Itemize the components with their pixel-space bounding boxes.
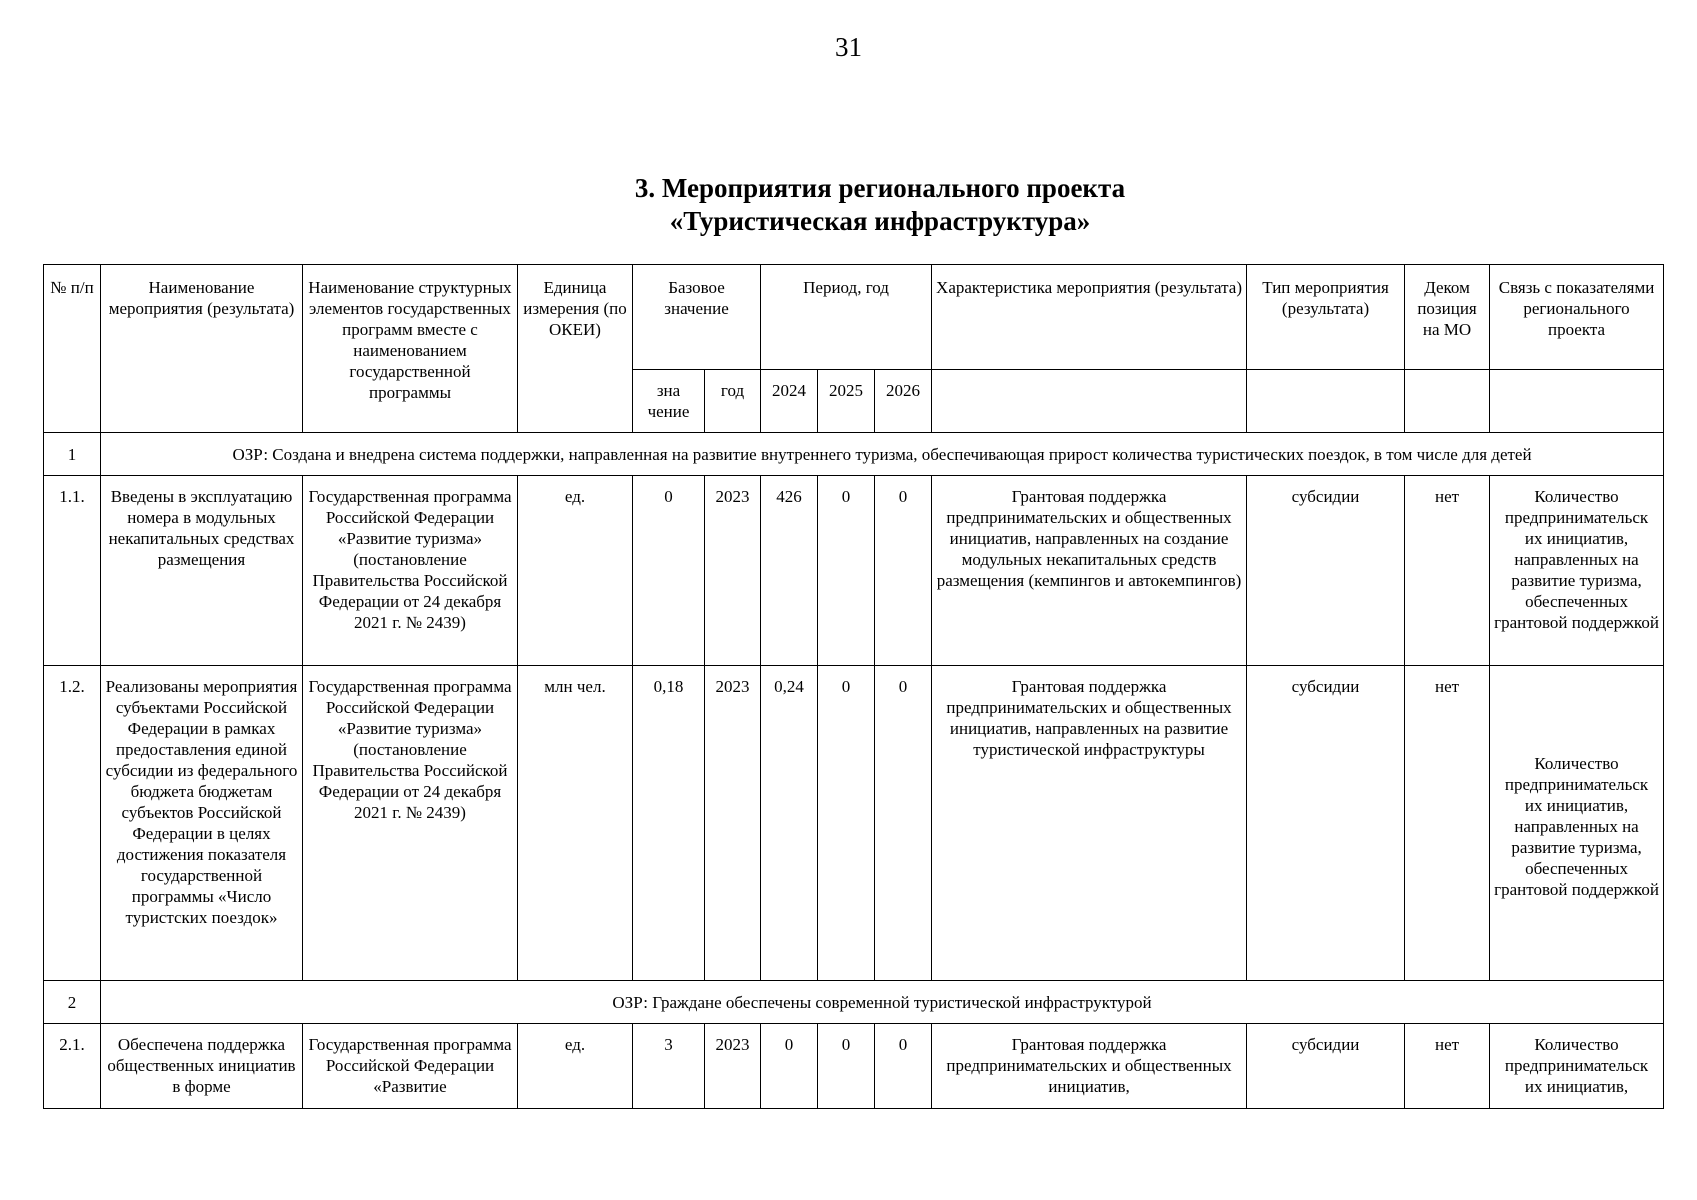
cell-type: субсидии (1247, 476, 1405, 666)
cell-base-value: 0,18 (633, 666, 705, 981)
header-structure: Наименование структурных элементов государственных программ вместе с наименованием государственной программы (303, 265, 518, 433)
header-year-2026: 2026 (875, 370, 932, 433)
cell-2026: 0 (875, 666, 932, 981)
cell-base-value: 0 (633, 476, 705, 666)
cell-type: субсидии (1247, 666, 1405, 981)
table-row (44, 476, 1664, 666)
cell-2026: 0 (875, 1024, 932, 1109)
section-number: 2 (44, 981, 101, 1024)
header-type: Тип мероприятия (результата) (1247, 265, 1405, 370)
cell-num: 2.1. (44, 1024, 101, 1109)
events-table (43, 264, 1664, 1109)
header-unit: Единица измерения (по ОКЕИ) (518, 265, 633, 433)
cell-characteristic: Грантовая поддержка предпринимательских и общественных инициатив, направленных на создание модульных некапитальных средств размещения (кемпингов и автокемпингов) (932, 476, 1247, 666)
cell-unit: ед. (518, 1024, 633, 1109)
cell-structure: Государственная программа Российской Федерации «Развитие (303, 1024, 518, 1109)
header-name: Наименование мероприятия (результата) (101, 265, 303, 433)
cell-num: 1.2. (44, 666, 101, 981)
table-row (44, 666, 1664, 981)
document-title (0, 172, 1697, 238)
section-label: ОЗР: Создана и внедрена система поддержки, направленная на развитие внутреннего туризма, обеспечивающая прирост количества туристических поездок, в том числе для детей (101, 433, 1664, 476)
section-label: ОЗР: Граждане обеспечены современной туристической инфраструктурой (101, 981, 1664, 1024)
header-base-year: год (705, 370, 761, 433)
cell-type: субсидии (1247, 1024, 1405, 1109)
cell-name: Введены в эксплуатацию номера в модульных некапитальных средствах размещения (101, 476, 303, 666)
cell-unit: млн чел. (518, 666, 633, 981)
cell-2025: 0 (818, 476, 875, 666)
cell-structure: Государственная программа Российской Федерации «Развитие туризма» (постановление Правительства Российской Федерации от 24 декабря 2021 г. № 2439) (303, 666, 518, 981)
cell-characteristic: Грантовая поддержка предпринимательских и общественных инициатив, (932, 1024, 1247, 1109)
cell-2024: 0 (761, 1024, 818, 1109)
cell-base-year: 2023 (705, 1024, 761, 1109)
header-type-empty (1247, 370, 1405, 433)
cell-link: Количество предпринимательск их инициатив, направленных на развитие туризма, обеспеченных грантовой поддержкой (1490, 666, 1664, 981)
cell-2026: 0 (875, 476, 932, 666)
section-row (44, 433, 1664, 476)
table-header-row (44, 265, 1664, 370)
cell-decom: нет (1405, 666, 1490, 981)
header-characteristic: Характеристика мероприятия (результата) (932, 265, 1247, 370)
table-row (44, 1024, 1664, 1109)
header-year-2025: 2025 (818, 370, 875, 433)
header-base: Базовое значение (633, 265, 761, 370)
cell-num: 1.1. (44, 476, 101, 666)
cell-unit: ед. (518, 476, 633, 666)
header-characteristic-empty (932, 370, 1247, 433)
cell-base-year: 2023 (705, 476, 761, 666)
cell-name: Обеспечена поддержка общественных инициатив в форме (101, 1024, 303, 1109)
title-line-1: 3. Мероприятия регионального проекта (634, 173, 1126, 203)
cell-2024: 426 (761, 476, 818, 666)
header-num: № п/п (44, 265, 101, 433)
header-decom-empty (1405, 370, 1490, 433)
title-line-2: «Туристическая инфраструктура» (669, 206, 1091, 236)
cell-2025: 0 (818, 666, 875, 981)
header-period: Период, год (761, 265, 932, 370)
cell-link: Количество предпринимательск их инициатив, направленных на развитие туризма, обеспеченных грантовой поддержкой (1490, 476, 1664, 666)
header-link: Связь с показателями регионального проекта (1490, 265, 1664, 370)
cell-name: Реализованы мероприятия субъектами Российской Федерации в рамках предоставления единой субсидии из федерального бюджета бюджетам субъектов Российской Федерации в целях достижения показателя государственной программы «Число туристских поездок» (101, 666, 303, 981)
header-decom: Деком позиция на МО (1405, 265, 1490, 370)
cell-2024: 0,24 (761, 666, 818, 981)
header-link-empty (1490, 370, 1664, 433)
cell-2025: 0 (818, 1024, 875, 1109)
header-year-2024: 2024 (761, 370, 818, 433)
section-row (44, 981, 1664, 1024)
cell-characteristic: Грантовая поддержка предпринимательских и общественных инициатив, направленных на развитие туристической инфраструктуры (932, 666, 1247, 981)
cell-base-year: 2023 (705, 666, 761, 981)
cell-decom: нет (1405, 1024, 1490, 1109)
page-number: 31 (835, 32, 862, 62)
cell-decom: нет (1405, 476, 1490, 666)
header-base-value: зна чение (633, 370, 705, 433)
cell-structure: Государственная программа Российской Федерации «Развитие туризма» (постановление Правительства Российской Федерации от 24 декабря 2021 г. № 2439) (303, 476, 518, 666)
section-number: 1 (44, 433, 101, 476)
cell-base-value: 3 (633, 1024, 705, 1109)
cell-link: Количество предпринимательск их инициатив, (1490, 1024, 1664, 1109)
